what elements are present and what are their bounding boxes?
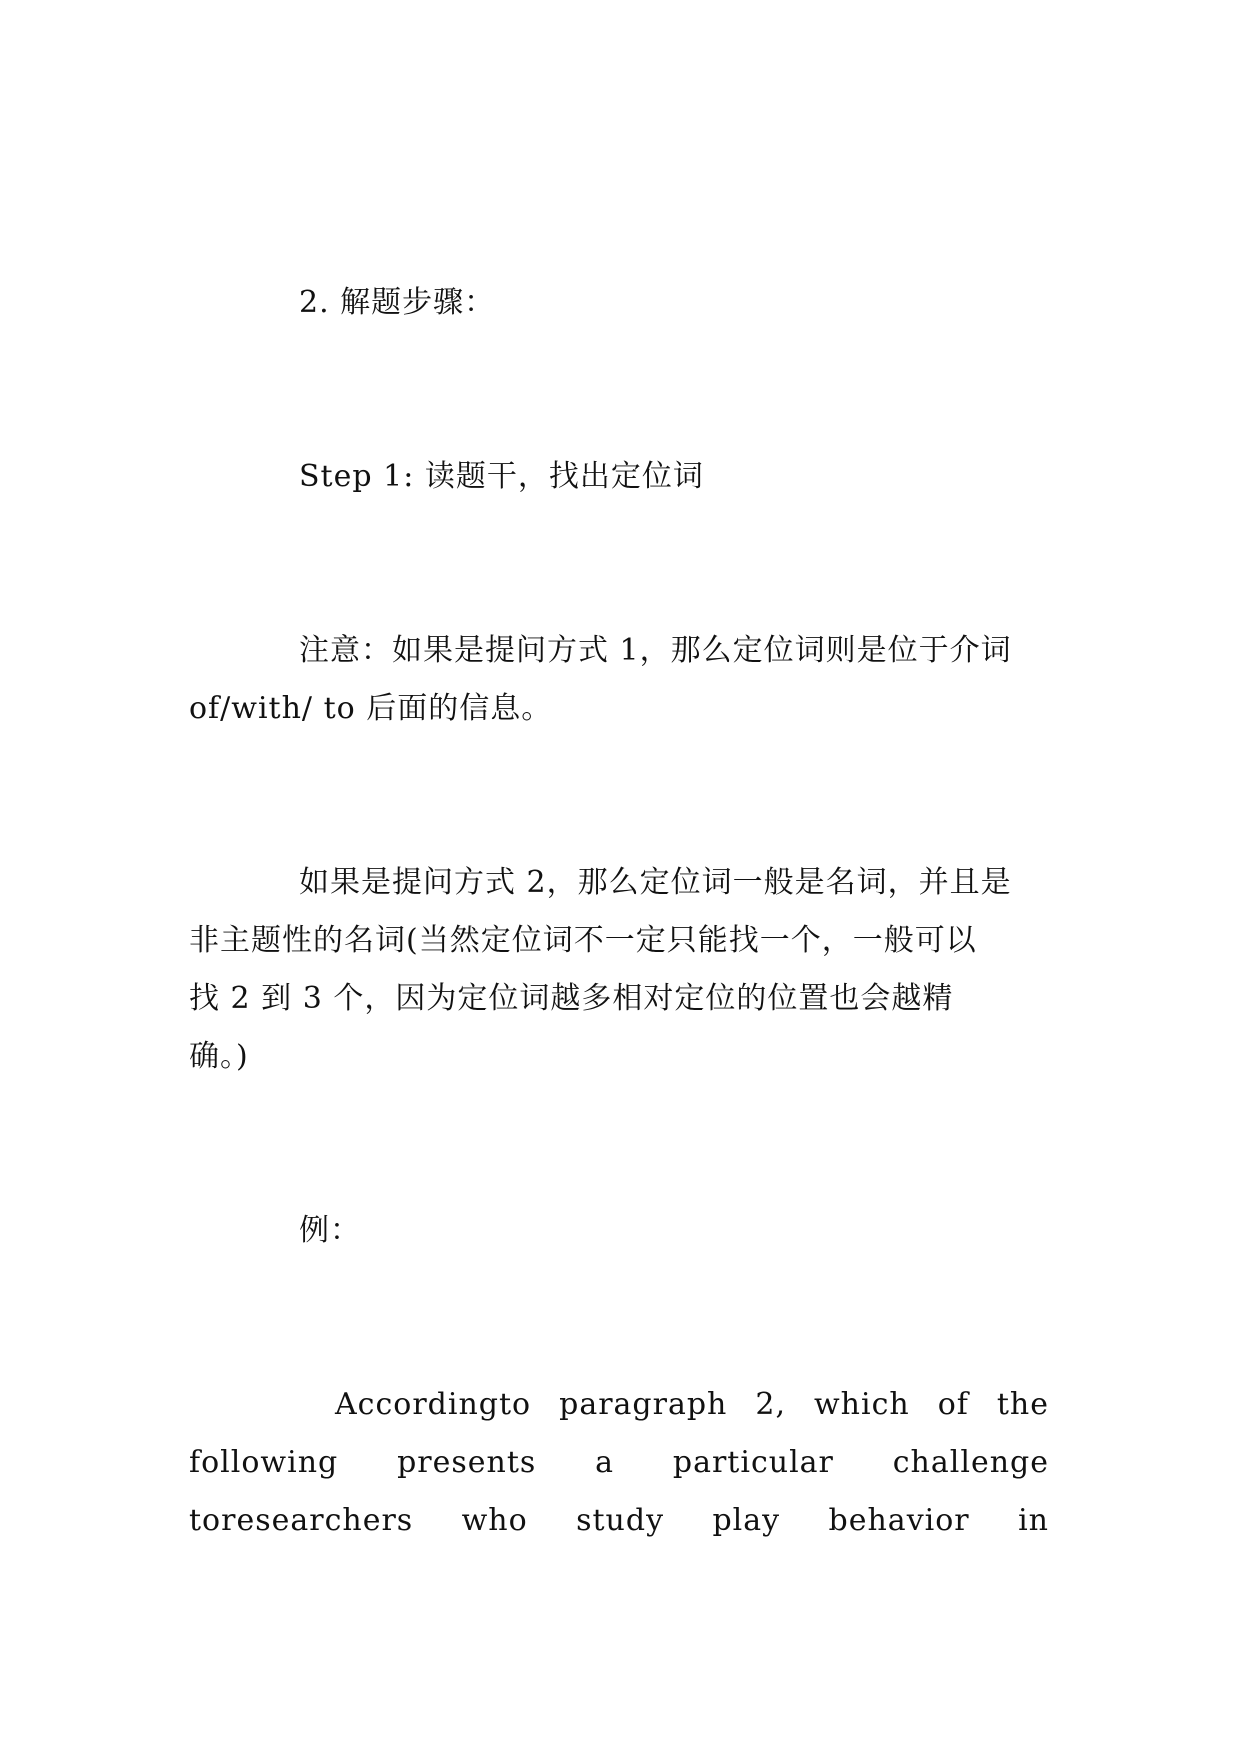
steps-heading: 2. 解题步骤： xyxy=(299,285,496,320)
question-word: particular xyxy=(672,1445,834,1480)
method-2-paragraph-line-2: 非主题性的名词(当然定位词不一定只能找一个，一般可以 xyxy=(189,923,977,958)
method-2-paragraph-line-1: 如果是提问方式 2，那么定位词一般是名词，并且是 xyxy=(299,865,1012,900)
example-label: 例： xyxy=(299,1213,361,1248)
question-word: Accordingto xyxy=(335,1387,532,1422)
method-2-paragraph-line-3: 找 2 到 3 个，因为定位词越多相对定位的位置也会越精 xyxy=(189,981,954,1016)
method-2-paragraph-line-4: 确。) xyxy=(189,1039,249,1074)
question-word: paragraph xyxy=(559,1387,728,1422)
question-word: play xyxy=(712,1503,781,1538)
question-word: the xyxy=(996,1387,1049,1422)
question-line-3 xyxy=(189,1501,1049,1541)
question-line-1 xyxy=(335,1385,1049,1425)
question-word: challenge xyxy=(892,1445,1049,1480)
question-word: a xyxy=(595,1445,615,1480)
note-paragraph-line-2: of/with/ to 后面的信息。 xyxy=(189,691,553,726)
question-word: toresearchers xyxy=(189,1503,414,1538)
note-paragraph-line-1: 注意：如果是提问方式 1，那么定位词则是位于介词 xyxy=(299,633,1012,668)
question-word: which xyxy=(813,1387,910,1422)
question-line-2 xyxy=(189,1443,1049,1483)
question-word: 2, xyxy=(755,1387,786,1422)
question-word: following xyxy=(189,1445,339,1480)
question-word: behavior xyxy=(828,1503,970,1538)
step-1-text: Step 1: 读题干，找出定位词 xyxy=(299,459,704,494)
question-word: study xyxy=(576,1503,665,1538)
question-word: of xyxy=(937,1387,969,1422)
question-word: who xyxy=(461,1503,528,1538)
question-word: presents xyxy=(397,1445,537,1480)
question-word: in xyxy=(1018,1503,1049,1538)
